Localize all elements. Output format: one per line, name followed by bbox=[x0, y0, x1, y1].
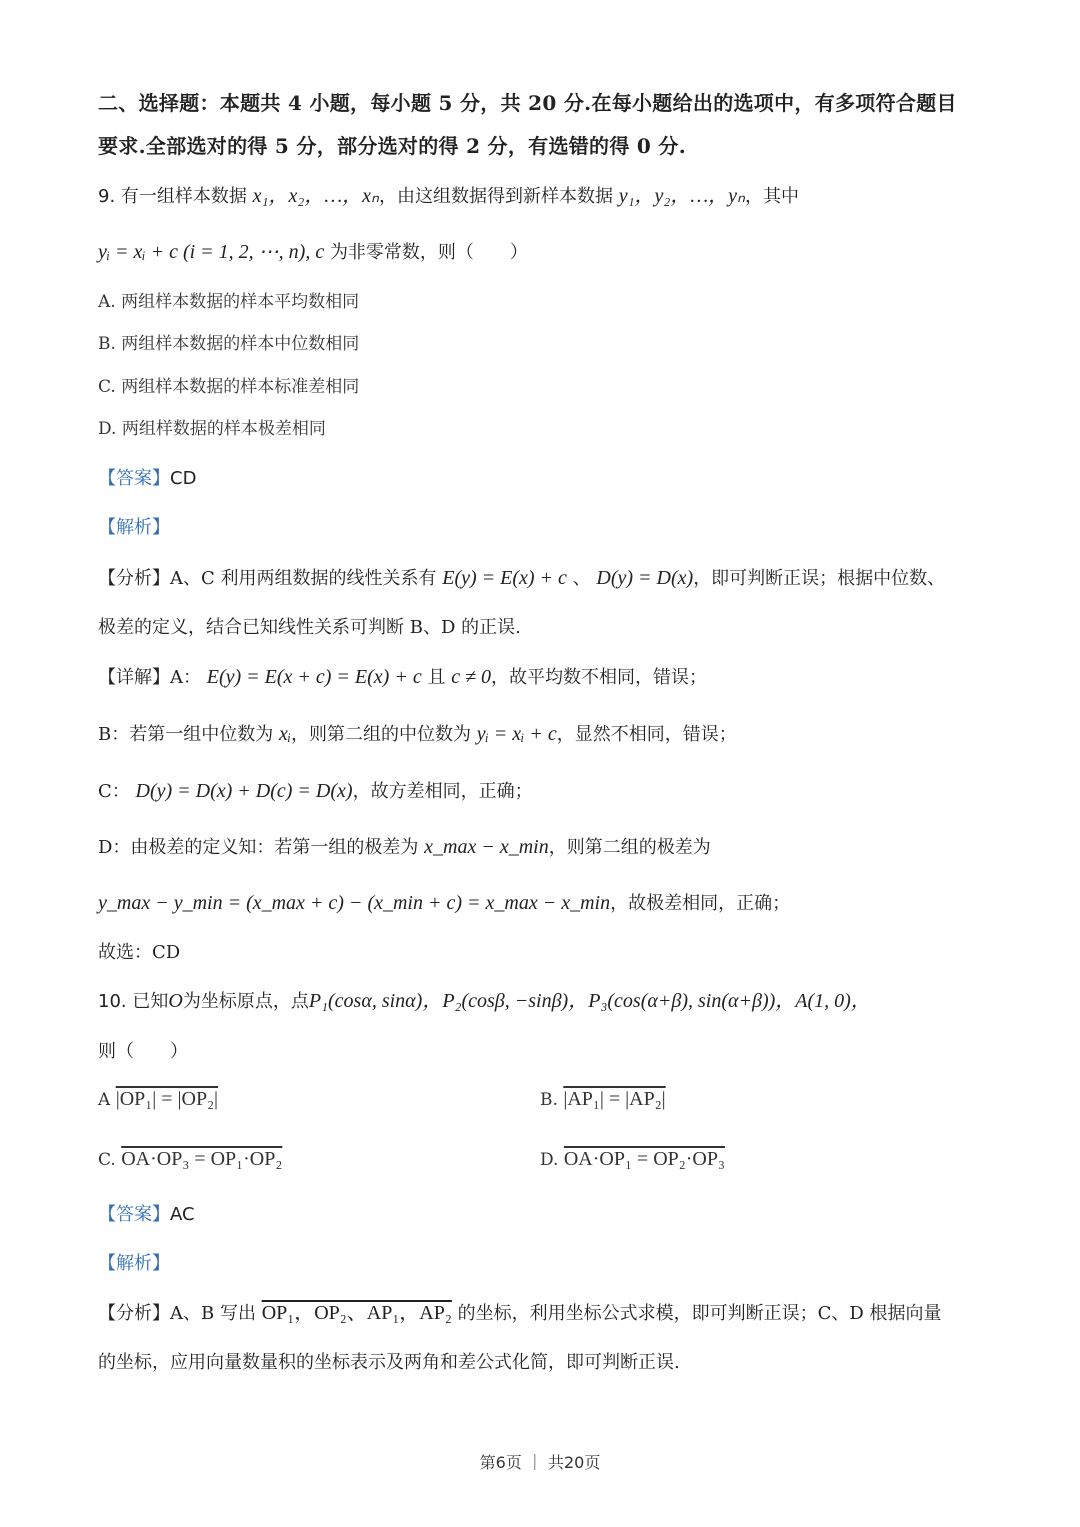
q9-detail-d-line2 bbox=[98, 891, 790, 916]
q9-fenxi-formula-1: E(y) = E(x) + c bbox=[442, 567, 567, 589]
q9-fenxi-tag: 【分析】 bbox=[98, 568, 170, 589]
q9-detail-d bbox=[98, 835, 711, 860]
q10-fenxi-text-b: 的坐标，利用坐标公式求模，即可判断正误；C、D 根据向量 bbox=[457, 1303, 942, 1324]
q10-fenxi-text-a: A、B 写出 bbox=[170, 1303, 256, 1324]
q9-fenxi-line2: 极差的定义，结合已知线性关系可判断 B、D 的正误. bbox=[98, 617, 521, 638]
q9-detail-tag: 【详解】 bbox=[98, 667, 170, 688]
q10-option-c-formula: OA·OP₃ = OP₁·OP₂ bbox=[121, 1148, 283, 1170]
q10-number: 10. bbox=[98, 991, 127, 1012]
q9-detail-b-text-a: B：若第一组中位数为 bbox=[98, 724, 274, 745]
q9-detail-c-label: C： bbox=[98, 781, 130, 802]
q9-fenxi-formula-2: D(y) = D(x) bbox=[596, 567, 694, 589]
q9-stem-formula: yᵢ = xᵢ + c (i = 1, 2, ⋯, n), c bbox=[98, 241, 325, 263]
q9-stem-text-b: ，由这组数据得到新样本数据 bbox=[378, 186, 613, 207]
q10-fenxi-line2: 的坐标，应用向量数量积的坐标表示及两角和差公式化简，即可判断正误. bbox=[98, 1352, 680, 1373]
q9-option-c: C. 两组样本数据的样本标准差相同 bbox=[98, 377, 360, 397]
q9-stem-line1 bbox=[98, 184, 799, 209]
section-heading-line1: 二、选择题：本题共 4 小题，每小题 5 分，共 20 分.在每小题给出的选项中，有多项符合题目 bbox=[98, 91, 957, 115]
q10-fenxi-line1 bbox=[98, 1301, 942, 1326]
q9-fenxi-line1 bbox=[98, 566, 945, 591]
q9-option-b: B. 两组样本数据的样本中位数相同 bbox=[98, 334, 360, 354]
q9-detail-a-text: 且 bbox=[427, 667, 446, 688]
q10-stem-O: O bbox=[168, 990, 183, 1012]
q9-detail-a-label: A： bbox=[170, 667, 201, 688]
q9-detail-b-text-b: ，则第二组的中位数为 bbox=[291, 724, 472, 745]
q9-answer-value: CD bbox=[170, 468, 197, 489]
q9-stem-text-c: ，其中 bbox=[744, 186, 799, 207]
q9-option-d: D. 两组样数据的样本极差相同 bbox=[98, 419, 326, 439]
q10-option-d bbox=[540, 1147, 725, 1172]
page-footer: 第6页 ｜ 共20页 bbox=[479, 1453, 601, 1472]
q10-option-a-formula: |OP₁| = |OP₂| bbox=[115, 1088, 219, 1110]
q10-option-a bbox=[98, 1087, 218, 1112]
q9-detail-b-formula-2: yᵢ = xᵢ + c bbox=[476, 723, 557, 745]
q10-option-b bbox=[540, 1087, 666, 1112]
q10-fenxi-tag: 【分析】 bbox=[98, 1303, 170, 1324]
q9-detail-a bbox=[98, 665, 707, 690]
q9-number: 9. bbox=[98, 186, 116, 207]
q9-detail-b-formula-1: xᵢ bbox=[278, 723, 292, 745]
q10-stem-line2: 则（ ） bbox=[98, 1041, 188, 1062]
q10-answer bbox=[98, 1203, 195, 1227]
q9-detail-d-formula: x_max − x_min bbox=[424, 836, 549, 858]
q9-fenxi-text-b: 、 bbox=[572, 568, 591, 589]
q9-fenxi-text-c: ，即可判断正误；根据中位数、 bbox=[693, 568, 946, 589]
q10-option-b-formula: |AP₁| = |AP₂| bbox=[563, 1088, 666, 1110]
q10-option-a-label: A bbox=[98, 1090, 111, 1110]
q10-analysis-tag: 【解析】 bbox=[98, 1253, 170, 1274]
q9-option-a: A. 两组样本数据的样本平均数相同 bbox=[98, 292, 360, 312]
q9-fenxi-text-a: A、C 利用两组数据的线性关系有 bbox=[170, 568, 437, 589]
q10-option-c bbox=[98, 1147, 282, 1172]
q10-option-d-formula: OA·OP₁ = OP₂·OP₃ bbox=[563, 1148, 725, 1170]
section-heading-line2: 要求.全部选对的得 5 分，部分选对的得 2 分，有选错的得 0 分. bbox=[98, 134, 686, 158]
q10-stem-text-b: 为坐标原点，点 bbox=[182, 991, 309, 1012]
q9-answer bbox=[98, 467, 196, 491]
q9-detail-c-text: ，故方差相同，正确； bbox=[352, 781, 533, 802]
q9-detail-a-formula2: c ≠ 0 bbox=[451, 666, 492, 688]
q9-stem-line2 bbox=[98, 240, 528, 265]
q9-detail-d2-text: ，故极差相同，正确； bbox=[610, 893, 791, 914]
q10-stem-line1 bbox=[98, 989, 871, 1014]
q9-stem-text-a: 有一组样本数据 bbox=[120, 186, 247, 207]
q9-stem-y: y₁，y₂，…，yₙ bbox=[618, 185, 745, 207]
q9-detail-a-text2: ，故平均数不相同，错误； bbox=[491, 667, 708, 688]
q9-detail-d-text-a: D：由极差的定义知：若第一组的极差为 bbox=[98, 837, 419, 858]
q9-detail-b-text-c: ，显然不相同，错误； bbox=[556, 724, 737, 745]
q10-answer-value: AC bbox=[170, 1204, 195, 1225]
q9-stem-text-d: 为非零常数，则（ ） bbox=[329, 242, 528, 263]
q9-analysis-tag: 【解析】 bbox=[98, 517, 170, 538]
q10-answer-tag: 【答案】 bbox=[98, 1204, 170, 1225]
q10-stem-formula: P₁(cosα, sinα)，P₂(cosβ, −sinβ)，P₃(cos(α+β), sin(α+β))，A(1, 0)， bbox=[308, 990, 871, 1012]
q10-fenxi-vectors: OP₁，OP₂、AP₁，AP₂ bbox=[261, 1302, 452, 1324]
q9-conclusion: 故选：CD bbox=[98, 942, 181, 963]
q10-option-b-label: B. bbox=[540, 1090, 558, 1110]
q10-option-d-label: D. bbox=[540, 1150, 559, 1170]
q9-stem-x: x₁，x₂，…，xₙ bbox=[252, 185, 379, 207]
q10-stem-text-a: 已知 bbox=[132, 991, 169, 1012]
q9-detail-a-formula: E(y) = E(x + c) = E(x) + c bbox=[206, 666, 422, 688]
q9-answer-tag: 【答案】 bbox=[98, 468, 170, 489]
q9-detail-b bbox=[98, 722, 737, 747]
q9-detail-d2-formula: y_max − y_min = (x_max + c) − (x_min + c) = x_max − x_min bbox=[98, 892, 611, 914]
q9-detail-c bbox=[98, 779, 533, 804]
q10-option-c-label: C. bbox=[98, 1150, 116, 1170]
q9-detail-c-formula: D(y) = D(x) + D(c) = D(x) bbox=[135, 780, 353, 802]
q9-detail-d-text-b: ，则第二组的极差为 bbox=[548, 837, 711, 858]
